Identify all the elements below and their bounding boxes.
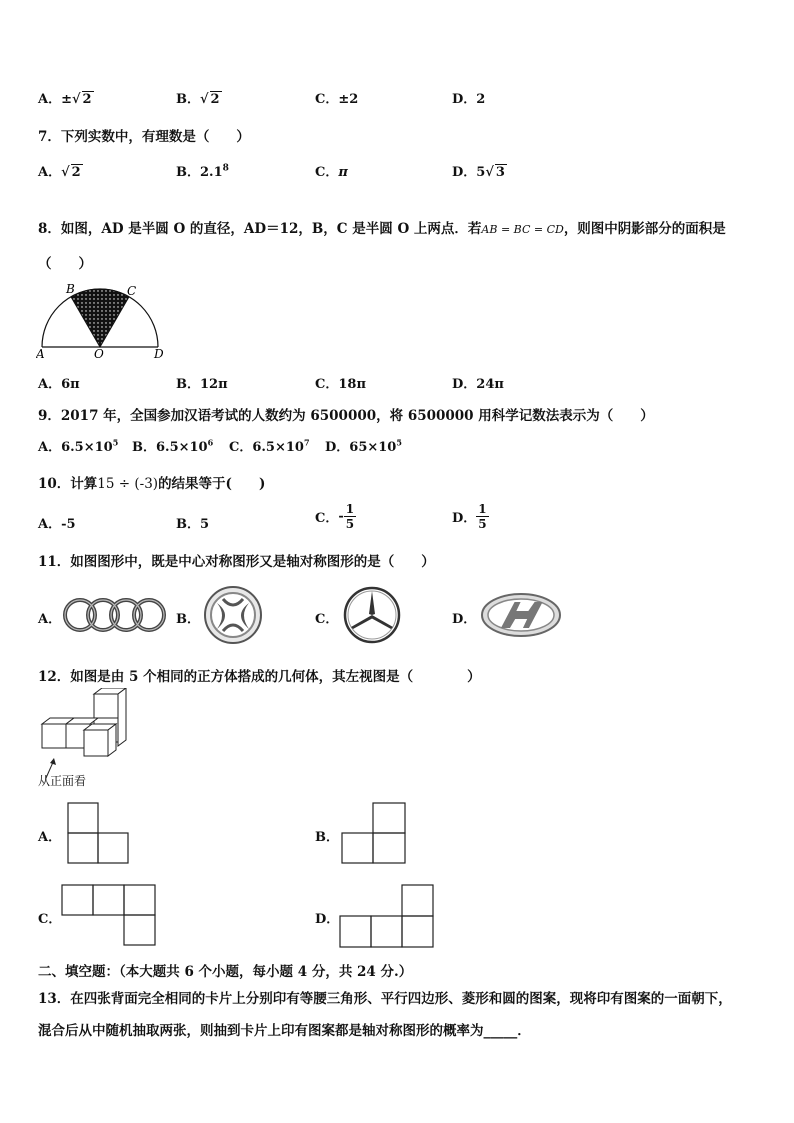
q7-option-d: D．5√ 3 xyxy=(452,165,505,180)
q9-option-d: D．$65\times 10^5$ xyxy=(325,437,402,455)
q8-arc-equation: AB = BC = CD xyxy=(481,223,564,236)
mercedes-logo-icon xyxy=(342,585,402,645)
q11-option-a-label: A． xyxy=(38,612,62,627)
q9-option-b: B．$6.5\times 10^6$ xyxy=(132,437,214,455)
q12-option-b-label: B． xyxy=(315,830,339,845)
q8-option-b: B．12π xyxy=(176,377,228,392)
point-label-c: C xyxy=(127,284,137,298)
section-heading: 二、填空题：（本大题共 6 个小题，每小题 4 分，共 24 分.） xyxy=(38,964,413,980)
q9-stem: 9．2017 年，全国参加汉语考试的人数约为 6500000，将 6500000 用科学记数法表示为（ ） xyxy=(38,408,654,424)
q11-option-d-label: D． xyxy=(452,612,477,627)
q8-stem-line2: （ ） xyxy=(38,256,92,272)
q6-option-a: A．±√ 2 xyxy=(38,92,92,107)
q10-option-d: D． $\frac{1}{5}$ xyxy=(452,502,487,531)
q10-option-a: A．-5 xyxy=(38,517,76,532)
q12-option-d-figure xyxy=(338,883,436,949)
front-view-label: 从正面看 xyxy=(38,774,87,788)
point-label-a: A xyxy=(36,347,45,361)
q12-option-c-label: C． xyxy=(38,912,62,927)
q9-option-c: C．$6.5\times 10^7$ xyxy=(229,437,310,455)
audi-logo-icon xyxy=(62,596,166,634)
q12-option-b-figure xyxy=(340,801,408,865)
q8-option-a: A．6π xyxy=(38,377,80,392)
q6-option-b: B．√ 2 xyxy=(176,92,220,107)
q9-option-a: A．$6.5\times 10^5$ xyxy=(38,437,119,455)
hyundai-logo-icon xyxy=(480,592,562,638)
q12-option-a-figure xyxy=(66,801,132,865)
q10-stem: 10．计算15 ÷ (-3)的结果等于( ) xyxy=(38,476,266,492)
q10-option-b: B．5 xyxy=(176,517,210,532)
dongfeng-logo-icon xyxy=(203,585,263,645)
q8-stem-line1: 8．如图，AD 是半圆 O 的直径，AD＝12，B，C 是半圆 O 上两点．若AB = BC = CD，则图中阴影部分的面积是 xyxy=(38,221,726,237)
q8-option-c: C．18π xyxy=(315,377,366,392)
shaded-sector xyxy=(71,289,129,347)
q8-option-d: D．24π xyxy=(452,377,504,392)
point-label-o: O xyxy=(94,347,104,361)
q12-stem: 12．如图是由 5 个相同的正方体搭成的几何体，其左视图是（ ） xyxy=(38,669,481,685)
point-label-b: B xyxy=(66,282,75,296)
q6-option-c: C．±2 xyxy=(315,92,359,107)
q13-line1: 13．在四张背面完全相同的卡片上分别印有等腰三角形、平行四边形、菱形和圆的图案，现将印有图案的一面朝下， xyxy=(38,991,732,1007)
q12-option-c-figure xyxy=(60,883,158,947)
q8-semicircle-figure xyxy=(36,281,176,361)
q7-stem: 7．下列实数中，有理数是（ ） xyxy=(38,129,250,145)
q11-option-c-label: C． xyxy=(315,612,339,627)
q10-option-c: C．- $\frac{1}{5}$ xyxy=(315,502,355,531)
q10-expression: 15 ÷ (-3) xyxy=(97,476,159,492)
q7-option-b: B．$2.1^8$ xyxy=(176,163,229,180)
point-label-d: D xyxy=(154,347,164,361)
q7-option-a: A．√ 2 xyxy=(38,165,81,180)
q11-option-b-label: B． xyxy=(176,612,200,627)
q13-line2: 混合后从中随机抽取两张，则抽到卡片上印有图案都是轴对称图形的概率为_____． xyxy=(38,1023,531,1039)
q12-option-d-label: D． xyxy=(315,912,340,927)
q6-option-d: D．2 xyxy=(452,92,486,107)
q12-option-a-label: A． xyxy=(38,830,62,845)
q7-option-c: C．π xyxy=(315,165,348,180)
q11-stem: 11．如图图形中，既是中心对称图形又是轴对称图形的是（ ） xyxy=(38,554,435,570)
